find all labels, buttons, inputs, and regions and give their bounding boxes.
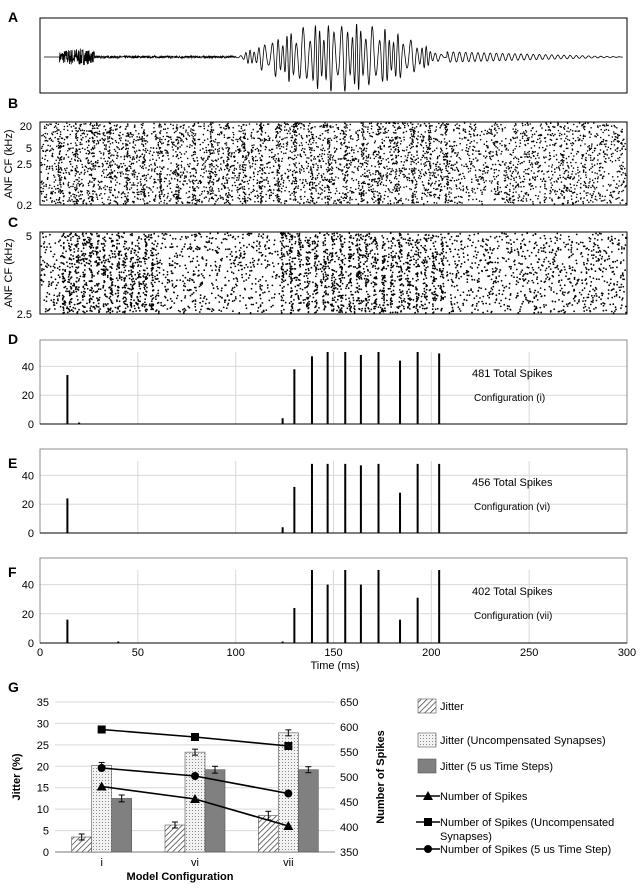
spike-bar — [344, 352, 346, 424]
raster-b-tick-0-2: 0.2 — [16, 200, 32, 212]
spike-bar — [293, 608, 295, 643]
spike-bar — [311, 464, 313, 533]
jitter-bar — [112, 798, 132, 852]
spike-bar — [293, 487, 295, 533]
spike-bar — [378, 352, 380, 424]
left-y-tick-label: 5 — [42, 825, 49, 838]
panel-b-raster — [3, 121, 627, 212]
left-y-tick-label: 10 — [36, 804, 49, 817]
x-tick-label: 250 — [519, 647, 539, 659]
spike-bar — [378, 570, 380, 643]
spike-bar — [282, 527, 284, 533]
spike-bar — [311, 570, 313, 643]
left-y-tick-label: 0 — [42, 847, 49, 859]
left-y-tick-label: 25 — [36, 739, 49, 752]
spike-bar — [438, 353, 440, 424]
y-tick-label: 40 — [21, 579, 34, 592]
legend-swatch — [418, 759, 436, 773]
y-tick-label: 0 — [27, 528, 34, 540]
panel-g-chart — [11, 697, 614, 883]
y-tick-label: 20 — [21, 608, 34, 621]
y-tick-label: 40 — [21, 470, 34, 483]
category-tick-label: i — [100, 857, 103, 869]
x-tick-label: 100 — [226, 647, 245, 659]
jitter-bar — [205, 770, 225, 852]
panel-e-histogram — [22, 449, 627, 540]
raster-c-tick-5: 5 — [25, 231, 32, 243]
spike-bar — [293, 369, 295, 424]
raster-b-ylabel: ANF CF (kHz) — [3, 129, 15, 199]
legend-label: Number of Spikes — [440, 791, 528, 803]
right-y-tick-label: 500 — [340, 772, 359, 784]
legend-marker — [424, 818, 432, 826]
spike-count-marker — [191, 733, 199, 741]
y-tick-label: 20 — [21, 390, 34, 403]
panel-d-histogram — [22, 340, 627, 431]
raster-b-tick-20: 20 — [19, 121, 32, 133]
spike-bar — [438, 464, 440, 533]
left-y-tick-label: 20 — [36, 761, 49, 774]
spike-bar — [417, 598, 419, 643]
spike-bar — [399, 620, 401, 643]
panel-label-c: C — [8, 214, 19, 230]
spike-bar — [360, 585, 362, 643]
x-tick-label: 300 — [617, 647, 637, 659]
configuration-label: Configuration (i) — [474, 393, 546, 404]
left-y-tick-label: 15 — [36, 782, 49, 795]
configuration-label: Configuration (vii) — [474, 611, 553, 622]
right-y-tick-label: 650 — [340, 697, 359, 709]
panel-label-g: G — [8, 679, 19, 695]
x-tick-label: 50 — [131, 647, 144, 659]
raster-b-tick-2-5: 2.5 — [16, 159, 32, 171]
spike-bar — [344, 570, 346, 643]
spike-bar — [399, 493, 401, 533]
right-y-tick-label: 550 — [340, 747, 359, 759]
spike-bar — [327, 585, 329, 643]
spike-bar — [117, 642, 119, 643]
spike-bar — [78, 423, 80, 424]
left-y-tick-label: 35 — [36, 697, 49, 709]
legend-label: Jitter — [440, 701, 464, 713]
spike-bar — [399, 361, 401, 424]
y-tick-label: 40 — [21, 361, 34, 374]
right-y-tick-label: 350 — [340, 847, 359, 859]
x-tick-label: 200 — [422, 647, 441, 659]
x-axis-label: Time (ms) — [310, 660, 360, 672]
y-tick-label: 20 — [21, 499, 34, 512]
panel-c-frame — [40, 232, 627, 314]
y-tick-label: 0 — [27, 638, 34, 650]
legend-swatch — [418, 733, 436, 747]
raster-b-tick-5: 5 — [25, 143, 32, 155]
legend-swatch — [418, 699, 436, 713]
panel-c-raster — [3, 231, 627, 321]
left-y-tick-label: 30 — [36, 718, 49, 731]
spike-count-marker — [284, 790, 292, 798]
right-y-tick-label: 400 — [340, 822, 359, 834]
spike-bar — [344, 464, 346, 533]
spike-bar — [417, 464, 419, 533]
jitter-bar — [298, 770, 318, 852]
total-spikes-label: 402 Total Spikes — [472, 586, 553, 598]
panel-label-f: F — [8, 564, 17, 580]
jitter-bar — [92, 765, 112, 852]
configuration-label: Configuration (vi) — [474, 502, 551, 513]
left-y-axis-label: Jitter (%) — [11, 753, 23, 801]
spike-count-marker — [191, 772, 199, 780]
spike-bar — [66, 498, 68, 533]
total-spikes-label: 456 Total Spikes — [472, 477, 553, 489]
spike-bar — [282, 418, 284, 424]
panel-f-histogram — [22, 558, 636, 672]
panel-a-waveform — [40, 18, 627, 93]
spike-bar — [282, 642, 284, 643]
legend-label: Jitter (5 us Time Steps) — [440, 761, 554, 773]
spike-count-marker — [284, 742, 292, 750]
raster-c-ylabel: ANF CF (kHz) — [3, 238, 15, 308]
right-y-tick-label: 600 — [340, 722, 359, 734]
legend-label: Jitter (Uncompensated Synapses) — [440, 735, 606, 747]
spike-bar — [360, 355, 362, 424]
spike-bar — [360, 465, 362, 533]
panel-label-a: A — [8, 9, 19, 25]
panel-label-d: D — [8, 331, 19, 347]
spike-bar — [438, 570, 440, 643]
legend-label-line: Synapses) — [440, 831, 492, 843]
spike-bar — [66, 620, 68, 643]
panel-label-b: B — [8, 95, 19, 111]
y-tick-label: 0 — [27, 419, 34, 431]
category-tick-label: vi — [191, 857, 199, 869]
legend-label-line: Number of Spikes (Uncompensated — [440, 817, 615, 829]
spike-bar — [327, 464, 329, 533]
category-tick-label: vii — [283, 857, 294, 869]
x-tick-label: 150 — [324, 647, 343, 659]
panel-label-e: E — [8, 455, 18, 471]
spike-bar — [378, 464, 380, 533]
spike-count-marker — [98, 726, 106, 734]
right-y-axis-label: Number of Spikes — [375, 730, 387, 824]
jitter-bar — [165, 825, 185, 852]
right-y-tick-label: 450 — [340, 797, 359, 809]
spike-bar — [417, 352, 419, 424]
spike-bar — [311, 356, 313, 424]
legend-marker — [424, 845, 432, 853]
legend-label: Number of Spikes (5 us Time Step) — [440, 844, 612, 856]
raster-c-tick-2-5: 2.5 — [16, 309, 32, 321]
legend-label — [440, 817, 614, 843]
x-tick-label: 0 — [36, 647, 44, 659]
spike-bar — [66, 375, 68, 424]
x-axis-label: Model Configuration — [126, 871, 234, 883]
total-spikes-label: 481 Total Spikes — [472, 368, 553, 380]
spike-bar — [327, 352, 329, 424]
spike-count-marker — [98, 764, 106, 772]
